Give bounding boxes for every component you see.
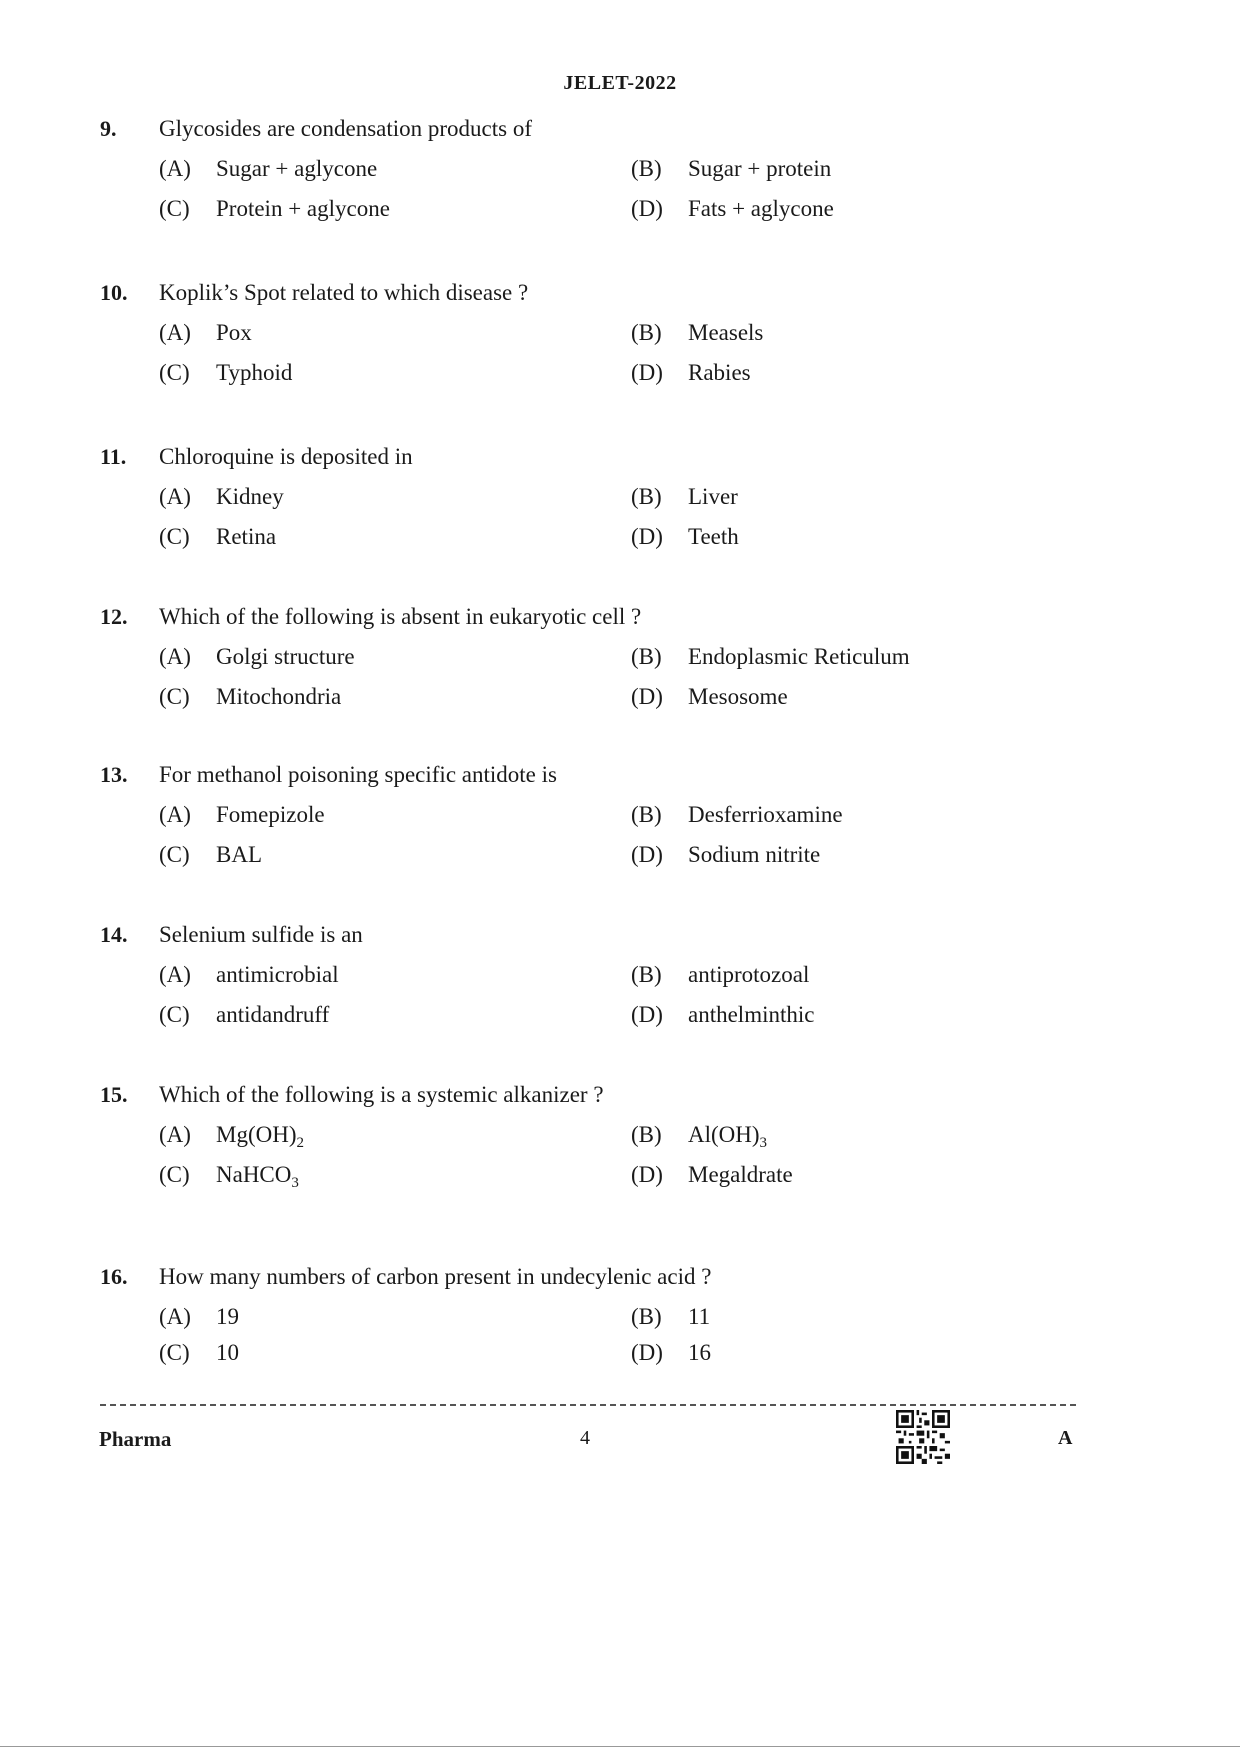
question-text: Which of the following is absent in eukaryotic cell ? [159, 604, 642, 629]
option-b [631, 802, 843, 828]
question-12 [0, 604, 1240, 724]
option-label: (B) [631, 320, 662, 345]
option-c [159, 842, 262, 868]
option-c [159, 196, 390, 222]
option-label: (C) [159, 842, 190, 867]
option-text: Desferrioxamine [688, 802, 843, 827]
option-label: (D) [631, 196, 663, 221]
option-d [631, 524, 739, 550]
option-label: (C) [159, 1340, 190, 1365]
option-c [159, 684, 341, 710]
option-b [631, 962, 809, 988]
option-subscript: 3 [291, 1175, 299, 1191]
option-label: (A) [159, 320, 191, 345]
option-text: Retina [216, 524, 277, 549]
option-label: (D) [631, 360, 663, 385]
option-text: Mitochondria [216, 684, 342, 709]
option-label: (B) [631, 1304, 662, 1329]
option-label: (D) [631, 684, 663, 709]
option-label: (D) [631, 1162, 663, 1187]
option-a [159, 1304, 239, 1330]
option-text: Sugar + protein [688, 156, 832, 181]
question-text: How many numbers of carbon present in undecylenic acid ? [159, 1264, 712, 1289]
option-text: NaHCO [216, 1162, 292, 1187]
question-text: Koplik’s Spot related to which disease ? [159, 280, 529, 305]
option-a [159, 156, 377, 182]
option-text: antiprotozoal [688, 962, 810, 987]
option-c [159, 1340, 239, 1366]
option-label: (B) [631, 156, 662, 181]
option-label: (C) [159, 1162, 190, 1187]
option-label: (D) [631, 1340, 663, 1365]
page-bottom-edge [0, 1746, 1240, 1747]
question-text: Glycosides are condensation products of [159, 116, 533, 141]
option-label: (A) [159, 484, 191, 509]
question-number: 14. [100, 922, 128, 947]
option-label: (C) [159, 196, 190, 221]
question-text: Chloroquine is deposited in [159, 444, 413, 469]
page-header-title: JELET-2022 [563, 72, 677, 94]
question-14 [0, 922, 1240, 1042]
option-text: Rabies [688, 360, 751, 385]
question-number: 15. [100, 1082, 128, 1107]
option-label: (A) [159, 644, 191, 669]
option-text: Megaldrate [688, 1162, 793, 1187]
option-a [159, 320, 252, 346]
option-text: Golgi structure [216, 644, 355, 669]
option-c [159, 1162, 299, 1191]
option-a [159, 1122, 304, 1151]
option-a [159, 484, 284, 510]
option-text: BAL [216, 842, 262, 867]
option-label: (A) [159, 962, 191, 987]
question-number: 16. [100, 1264, 128, 1289]
option-text: 16 [688, 1340, 711, 1365]
option-text: Mesosome [688, 684, 788, 709]
option-label: (B) [631, 1122, 662, 1147]
option-text: Al(OH) [688, 1122, 760, 1147]
option-text: Teeth [688, 524, 739, 549]
question-text: Which of the following is a systemic alkanizer ? [159, 1082, 604, 1107]
option-label: (B) [631, 484, 662, 509]
option-label: (A) [159, 156, 191, 181]
option-a [159, 802, 325, 828]
option-b [631, 644, 910, 670]
option-text: Fats + aglycone [688, 196, 834, 221]
option-d [631, 360, 751, 386]
option-label: (C) [159, 1002, 190, 1027]
option-a [159, 962, 339, 988]
option-text: 10 [216, 1340, 239, 1365]
question-13 [0, 762, 1240, 882]
option-label: (A) [159, 1304, 191, 1329]
question-16 [0, 1264, 1240, 1384]
question-number: 12. [100, 604, 128, 629]
option-text: Kidney [216, 484, 284, 509]
option-label: (B) [631, 962, 662, 987]
option-label: (B) [631, 644, 662, 669]
option-c [159, 524, 276, 550]
option-label: (A) [159, 802, 191, 827]
option-d [631, 842, 820, 868]
option-label: (A) [159, 1122, 191, 1147]
option-text: Liver [688, 484, 738, 509]
footer-page-number: 4 [580, 1427, 590, 1449]
option-c [159, 1002, 329, 1028]
question-text: Selenium sulfide is an [159, 922, 363, 947]
option-c [159, 360, 292, 386]
option-label: (D) [631, 842, 663, 867]
option-d [631, 1162, 793, 1188]
option-text: antimicrobial [216, 962, 339, 987]
option-b [631, 1304, 710, 1330]
option-label: (D) [631, 524, 663, 549]
option-label: (C) [159, 524, 190, 549]
option-text: 19 [216, 1304, 239, 1329]
option-text: anthelminthic [688, 1002, 815, 1027]
question-number: 13. [100, 762, 128, 787]
option-label: (D) [631, 1002, 663, 1027]
option-text: Fomepizole [216, 802, 325, 827]
option-d [631, 1340, 711, 1366]
option-b [631, 1122, 768, 1151]
option-b [631, 156, 831, 182]
option-text: Pox [216, 320, 252, 345]
option-text: Endoplasmic Reticulum [688, 644, 910, 669]
option-label: (C) [159, 684, 190, 709]
question-number: 10. [100, 280, 128, 305]
question-number: 11. [100, 444, 127, 469]
option-a [159, 644, 355, 670]
question-number: 9. [100, 116, 117, 141]
option-subscript: 2 [296, 1135, 304, 1151]
footer-divider [100, 1404, 1076, 1406]
footer-subject: Pharma [99, 1427, 172, 1451]
qr-code-icon [896, 1410, 950, 1464]
footer-set-code: A [1058, 1427, 1073, 1449]
option-label: (B) [631, 802, 662, 827]
option-text: Typhoid [216, 360, 293, 385]
question-9 [0, 116, 1240, 236]
option-subscript: 3 [759, 1135, 768, 1151]
question-10 [0, 280, 1240, 400]
option-d [631, 684, 788, 710]
option-b [631, 320, 763, 346]
question-15 [0, 1082, 1240, 1202]
option-text: Sugar + aglycone [216, 156, 378, 181]
option-d [631, 196, 834, 222]
option-text: Measels [688, 320, 764, 345]
question-11 [0, 444, 1240, 564]
option-text: Sodium nitrite [688, 842, 821, 867]
option-text: 11 [688, 1304, 711, 1329]
option-d [631, 1002, 814, 1028]
option-text: Protein + aglycone [216, 196, 390, 221]
option-b [631, 484, 738, 510]
option-label: (C) [159, 360, 190, 385]
question-text: For methanol poisoning specific antidote is [159, 762, 557, 787]
option-text: Mg(OH) [216, 1122, 297, 1147]
option-text: antidandruff [216, 1002, 330, 1027]
